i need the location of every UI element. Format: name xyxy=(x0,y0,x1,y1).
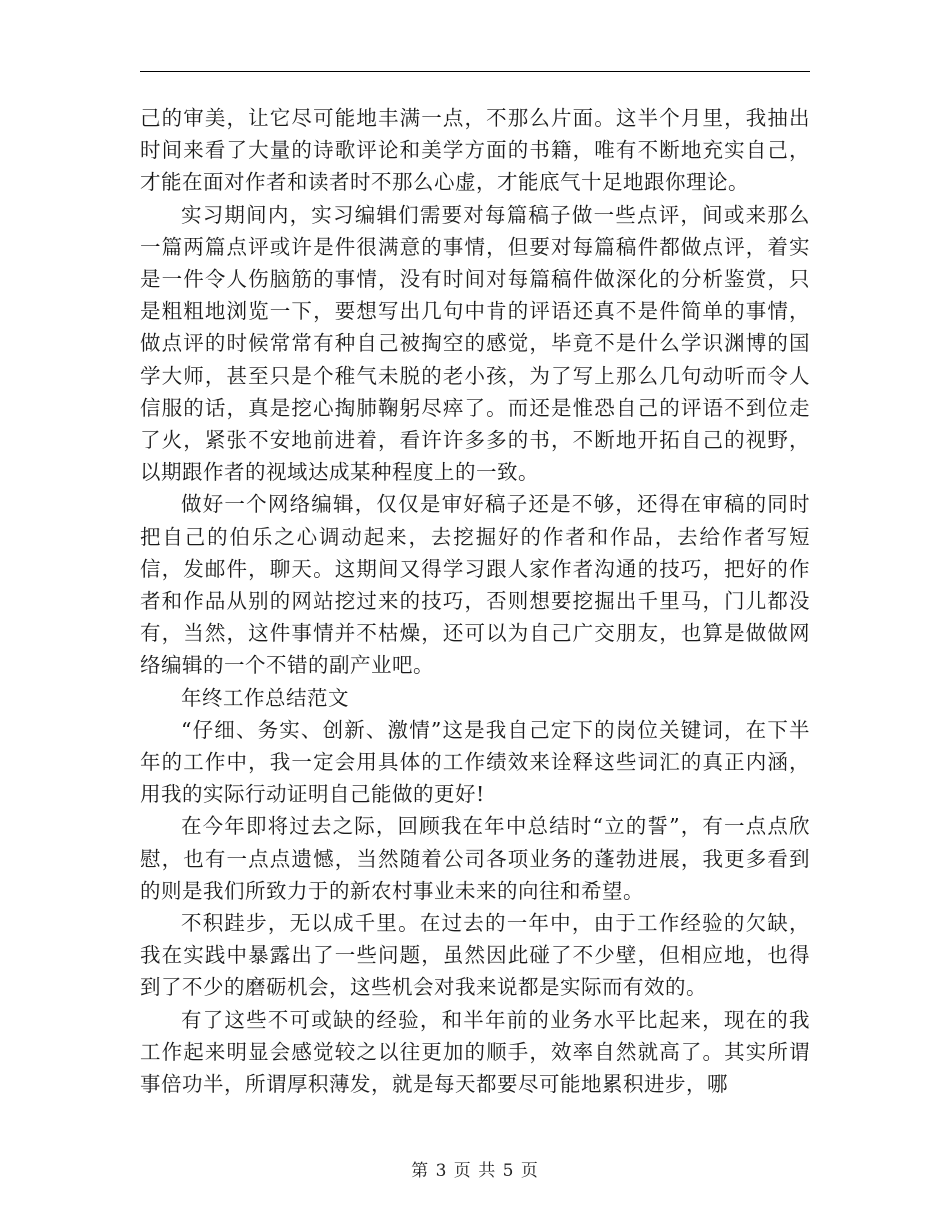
section-heading: 年终工作总结范文 xyxy=(181,685,349,710)
paragraph-internship-review: 实习期间内，实习编辑们需要对每篇稿子做一些点评，间或来那么一篇两篇点评或许是件很满意的事情，但要对每篇稿件都做点评，着实是一件令人伤脑筋的事情，没有时间对每篇稿件做深化的分析鉴赏，只是粗粗地浏览一下，要想写出几句中肯的评语还真不是件简单的事情，做点评的时候常常有种自己被掏空的感觉，毕竟不是什么学识渊博的国学大师，甚至只是个稚气未脱的老小孩，为了写上那么几句动听而令人信服的话，真是挖心掏肺鞠躬尽瘁了。而还是惟恐自己的评语不到位走了火，紧张不安地前进着，看许许多多的书，不断地开拓自己的视野，以期跟作者的视域达成某种程度上的一致。 xyxy=(140,202,810,485)
paragraph-review-year: 在今年即将过去之际，回顾我在年中总结时“立的誓”，有一点点欣慰，也有一点点遗憾，当然随着公司各项业务的蓬勃进展，我更多看到的则是我们所致力于的新农村事业未来的向往和希望。 xyxy=(140,814,810,903)
page-number: 第 3 页 共 5 页 xyxy=(411,1161,539,1181)
paragraph-network-editor: 做好一个网络编辑，仅仅是审好稿子还是不够，还得在审稿的同时把自己的伯乐之心调动起来，去挖掘好的作者和作品，去给作者写短信，发邮件，聊天。这期间又得学习跟人家作者沟通的技巧，把好的作者和作品从别的网站挖过来的技巧，否则想要挖掘出千里马，门儿都没有，当然，这件事情并不枯燥，还可以为自己广交朋友，也算是做做网络编辑的一个不错的副产业吧。 xyxy=(140,492,810,678)
header-rule xyxy=(140,71,810,72)
body-text xyxy=(140,102,810,1100)
paragraph-keywords: “仔细、务实、创新、激情”这是我自己定下的岗位关键词，在下半年的工作中，我一定会用具体的工作绩效来诠释这些词汇的真正内涵，用我的实际行动证明自己能做的更好! xyxy=(140,717,810,807)
paragraph-continuation: 己的审美，让它尽可能地丰满一点，不那么片面。这半个月里，我抽出时间来看了大量的诗歌评论和美学方面的书籍，唯有不断地充实自己，才能在面对作者和读者时不那么心虚，才能底气十足地跟你理论。 xyxy=(140,106,810,195)
paragraph-experience: 不积跬步，无以成千里。在过去的一年中，由于工作经验的欠缺，我在实践中暴露出了一些问题，虽然因此碰了不少壁，但相应地，也得到了不少的磨砺机会，这些机会对我来说都是实际而有效的。 xyxy=(140,911,810,1000)
paragraph-efficiency: 有了这些不可或缺的经验，和半年前的业务水平比起来，现在的我工作起来明显会感觉较之以往更加的顺手，效率自然就高了。其实所谓事倍功半，所谓厚积薄发，就是每天都要尽可能地累积进步，哪 xyxy=(140,1007,810,1097)
